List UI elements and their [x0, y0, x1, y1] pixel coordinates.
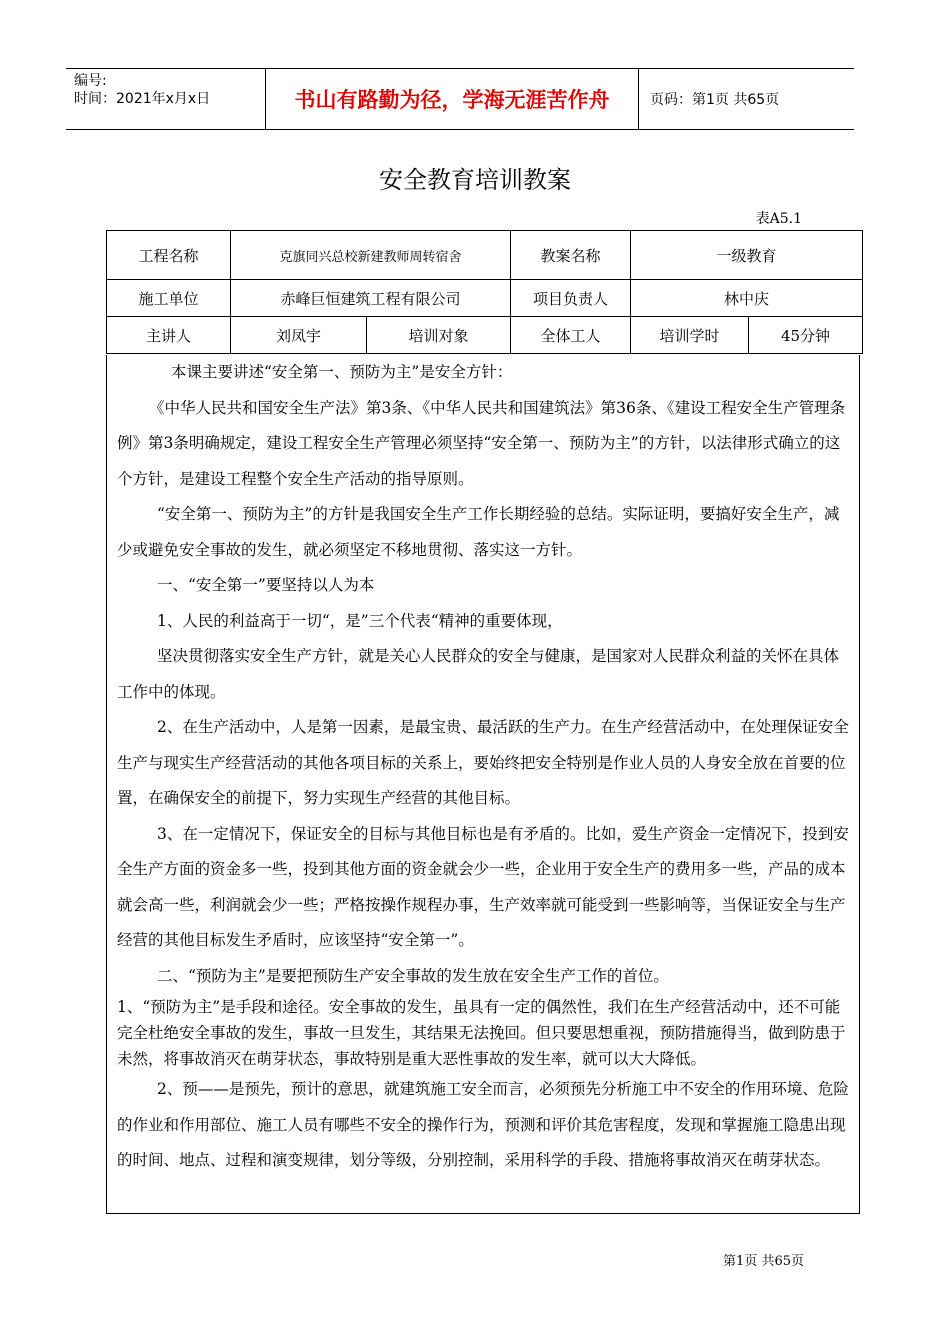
footer-page-number: 第1页 共65页	[723, 1254, 804, 1269]
hours-label: 培训学时	[631, 317, 749, 354]
paragraph: 1、“预防为主”是手段和途径。安全事故的发生，虽具有一定的偶然性，我们在生产经营活动中，还不可能完全杜绝安全事故的发生，事故一旦发生，其结果无法挽回。但只要思想重视，预防措施得当，做到防患于未然，将事故消灭在萌芽状态，事故特别是重大恶性事故的发生率，就可以大大降低。	[117, 998, 846, 1068]
info-table	[106, 230, 863, 354]
paragraph: 二、“预防为主”是要把预防生产安全事故的发生放在安全生产工作的首位。	[157, 966, 669, 985]
unit-label: 施工单位	[107, 280, 231, 317]
header-page-number: 页码：第1页 共65页	[650, 92, 780, 108]
header-band	[66, 68, 854, 130]
time-label: 时间：2021年x月x日	[74, 91, 211, 107]
paragraph: 3、在一定情况下，保证安全的目标与其他目标也是有矛盾的。比如，爱生产资金一定情况下，投到安全生产方面的资金多一些，投到其他方面的资金就会少一些，企业用于安全生产的费用多一些，产品的成本就会高一些，利润就会少一些；严格按操作规程办事，生产效率就可能受到一些影响等，当保证安全与生产经营的其他目标发生矛盾时，应该坚持“安全第一”。	[117, 824, 849, 949]
paragraph: 《中华人民共和国安全生产法》第3条、《中华人民共和国建筑法》第36条、《建设工程安全生产管理条例》第3条明确规定，建设工程安全生产管理必须坚持“安全第一、预防为主”的方针，以法律形式确立的这个方针，是建设工程整个安全生产活动的指导原则。	[117, 398, 846, 488]
paragraph: 一、“安全第一”要坚持以人为本	[157, 576, 375, 594]
project-name-value: 克旗同兴总校新建教师周转宿舍	[231, 231, 511, 280]
document-title: 安全教育培训教案	[379, 166, 571, 194]
paragraph: 1、人民的利益高于一切“，是”三个代表“精神的重要体现，	[157, 611, 563, 630]
paragraph: 2、预——是预先，预计的意思，就建筑施工安全而言，必须预先分析施工中不安全的作用环境、危险的作业和作用部位、施工人员有哪些不安全的操作行为，预测和评价其危害程度，发现和掌握施工隐患出现的时间、地点、过程和演变规律，划分等级，分别控制，采用科学的手段、措施将事故消灭在萌芽状态。	[117, 1080, 849, 1169]
lesson-content	[106, 355, 860, 1214]
plan-name-value: 一级教育	[631, 231, 863, 280]
hours-value: 45分钟	[749, 317, 863, 354]
project-name-label: 工程名称	[107, 231, 231, 280]
paragraph: “安全第一、预防为主”的方针是我国安全生产工作长期经验的总结。实际证明，要搞好安全生产，减少或避免安全事故的发生，就必须坚定不移地贯彻、落实这一方针。	[117, 505, 840, 559]
audience-value: 全体工人	[511, 317, 631, 354]
table-row	[107, 317, 863, 354]
manager-value: 林中庆	[631, 280, 863, 317]
paragraph: 坚决贯彻落实安全生产方针，就是关心人民群众的安全与健康，是国家对人民群众利益的关怀在具体工作中的体现。	[117, 647, 840, 701]
paragraph: 本课主要讲述“安全第一、预防为主”是安全方针：	[171, 363, 513, 381]
table-row	[107, 280, 863, 317]
audience-label: 培训对象	[367, 317, 511, 354]
plan-name-label: 教案名称	[511, 231, 631, 280]
table-row	[107, 231, 863, 280]
form-number: 表A5.1	[755, 211, 802, 227]
lecturer-label: 主讲人	[107, 317, 231, 354]
header-motto: 书山有路勤为径，学海无涯苦作舟	[266, 69, 639, 129]
paragraph: 2、在生产活动中，人是第一因素，是最宝贵、最活跃的生产力。在生产经营活动中，在处理保证安全生产与现实生产经营活动的其他各项目标的关系上，要始终把安全特别是作业人员的人身安全放在首要的位置，在确保安全的前提下，努力实现生产经营的其他目标。	[117, 718, 849, 807]
manager-label: 项目负责人	[511, 280, 631, 317]
unit-value: 赤峰巨恒建筑工程有限公司	[231, 280, 511, 317]
code-label: 编号:	[74, 73, 107, 89]
header-meta	[66, 69, 266, 129]
lecturer-value: 刘凤宇	[231, 317, 367, 354]
